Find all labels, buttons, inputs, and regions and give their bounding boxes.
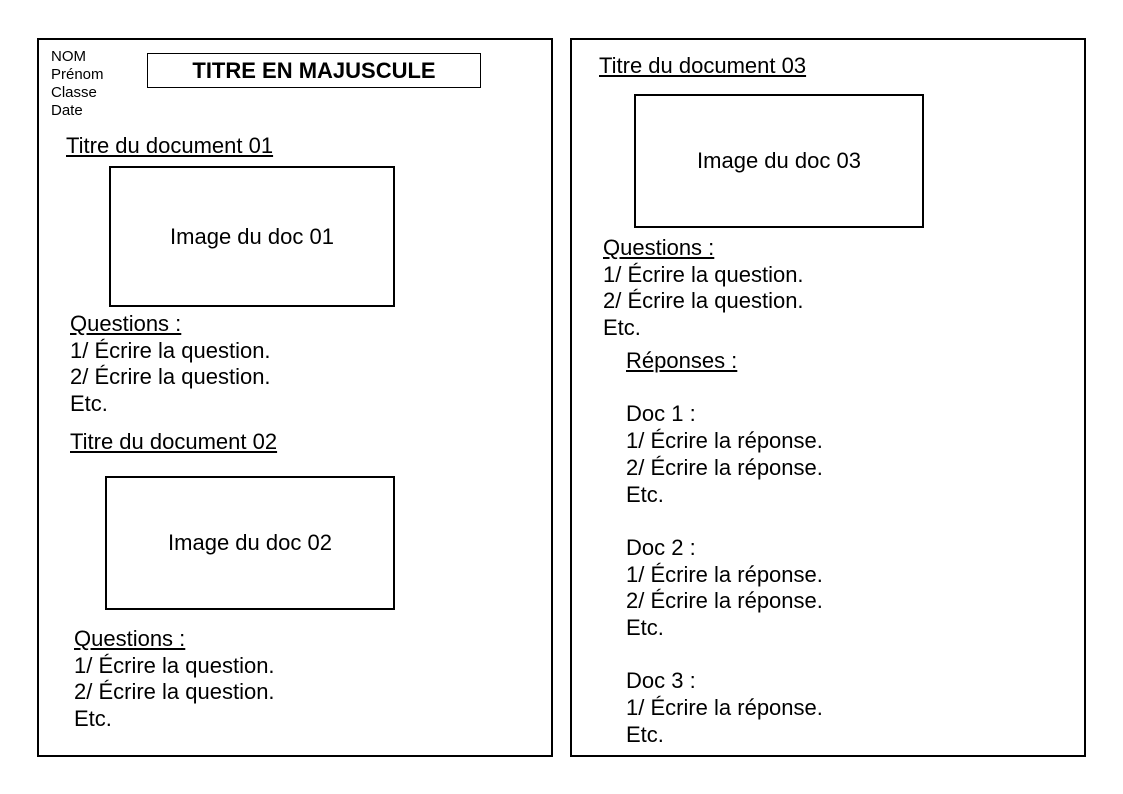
answers-doc2-etc: Etc. [626,615,664,640]
answers-doc3-label: Doc 3 : [626,668,696,694]
doc2-question-2: 2/ Écrire la question. [74,679,275,705]
answers-section [626,348,823,749]
doc3-image-label: Image du doc 03 [697,148,861,173]
doc3-title: Titre du document 03 [599,53,807,78]
answers-doc1-line-2: 2/ Écrire la réponse. [626,454,823,480]
field-date: Date [51,102,83,119]
doc2-image-label: Image du doc 02 [168,530,332,555]
field-classe: Classe [51,84,97,101]
answers-doc1-line-1: 1/ Écrire la réponse. [626,428,823,454]
doc1-questions-heading: Questions : [70,311,182,336]
doc2-questions-heading: Questions : [74,626,186,651]
doc3-questions-heading: Questions : [603,235,715,260]
doc1-title: Titre du document 01 [66,133,274,158]
field-prenom: Prénom [51,66,104,83]
doc1-image-placeholder [109,166,395,307]
doc1-question-etc: Etc. [70,391,108,417]
page-title [147,53,481,88]
doc2-title: Titre du document 02 [70,429,278,454]
doc3-image-placeholder [634,94,924,228]
doc1-question-1: 1/ Écrire la question. [70,337,271,363]
field-nom: NOM [51,48,86,65]
doc2-question-1: 1/ Écrire la question. [74,652,275,678]
answers-doc3-etc: Etc. [626,721,664,747]
doc1-questions [70,311,271,418]
page-title-text: TITRE EN MAJUSCULE [192,57,436,83]
answers-doc2-line-2: 2/ Écrire la réponse. [626,588,823,614]
answers-heading: Réponses : [626,348,738,373]
doc3-question-1: 1/ Écrire la question. [603,261,804,287]
answers-doc2-label: Doc 2 : [626,534,696,560]
answers-doc1-etc: Etc. [626,481,664,507]
doc1-question-2: 2/ Écrire la question. [70,364,271,390]
doc2-questions [74,626,275,733]
doc2-question-etc: Etc. [74,706,112,732]
answers-doc3-line-1: 1/ Écrire la réponse. [626,695,823,721]
doc1-image-label: Image du doc 01 [170,223,334,249]
doc3-questions [603,235,804,342]
answers-doc2-line-1: 1/ Écrire la réponse. [626,561,823,587]
student-info-block [51,48,104,120]
doc3-question-etc: Etc. [603,315,641,341]
answers-doc1-label: Doc 1 : [626,401,696,427]
doc2-image-placeholder [105,476,395,610]
doc3-question-2: 2/ Écrire la question. [603,288,804,314]
